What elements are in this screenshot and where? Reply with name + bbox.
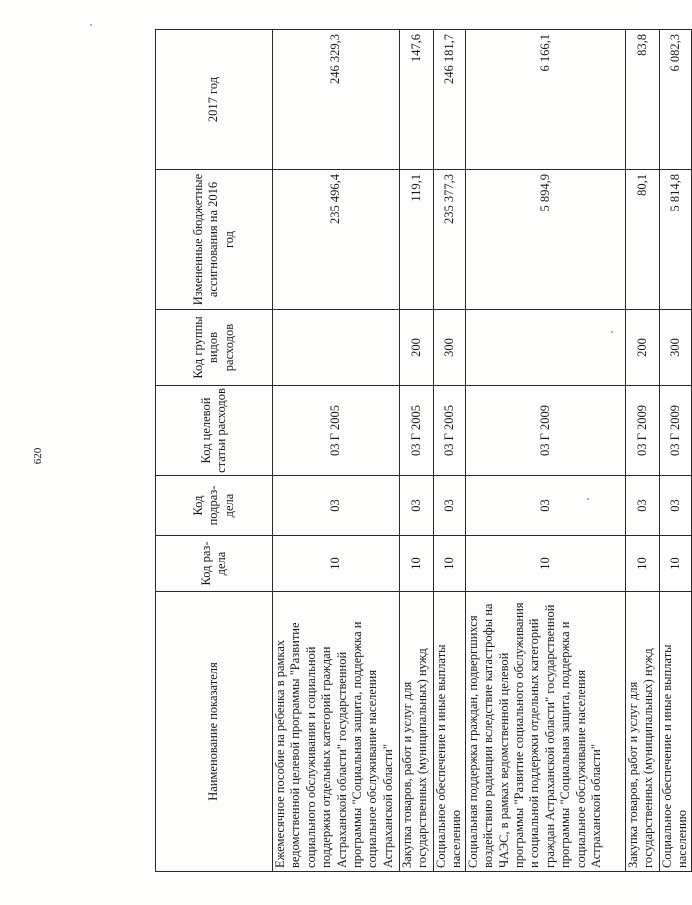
header-podrazdel: Код подраз-дела (156, 476, 273, 536)
header-razdel: Код раз-дела (156, 536, 273, 592)
row-2017: 246 181,7 (434, 30, 466, 170)
row-izm2016: 119,1 (400, 170, 434, 310)
row-vid (465, 310, 625, 386)
row-izm2016: 80,1 (625, 170, 659, 310)
row-podrazdel: 03 (625, 476, 659, 536)
row-2017: 83,8 (625, 30, 659, 170)
row-tselevaya: 03 Г 2005 (400, 386, 434, 476)
row-razdel: 10 (625, 536, 659, 592)
row-razdel: 10 (465, 536, 625, 592)
row-2017: 147,6 (400, 30, 434, 170)
row-izm2016: 235 496,4 (273, 170, 400, 310)
header-2017: 2017 год (156, 30, 273, 170)
row-vid (273, 310, 400, 386)
row-podrazdel: 03 (465, 476, 625, 536)
table-row (400, 30, 434, 872)
row-tselevaya: 03 Г 2009 (465, 386, 625, 476)
row-tselevaya: 03 Г 2009 (659, 386, 691, 476)
table-row (273, 30, 400, 872)
page-number: 620 (32, 447, 44, 465)
table-row (465, 30, 625, 872)
row-name: Закупка товаров, работ и услуг для государственных (муниципальных) нужд (400, 592, 434, 872)
budget-table (155, 29, 692, 872)
row-name: Социальное обеспечение и иные выплаты населению (659, 592, 691, 872)
row-2017: 6 082,3 (659, 30, 691, 170)
row-2017: 6 166,1 (465, 30, 625, 170)
row-izm2016: 5 894,9 (465, 170, 625, 310)
table-row (625, 30, 659, 872)
row-izm2016: 5 814,8 (659, 170, 691, 310)
header-vid: Код группы видов расходов (156, 310, 273, 386)
row-izm2016: 235 377,3 (434, 170, 466, 310)
table-row (434, 30, 466, 872)
row-podrazdel: 03 (400, 476, 434, 536)
row-name: Закупка товаров, работ и услуг для государственных (муниципальных) нужд (625, 592, 659, 872)
header-izm2016: Измененные бюджетные ассигнования на 2016 год (156, 170, 273, 310)
row-2017: 246 329,3 (273, 30, 400, 170)
row-podrazdel: 03 (659, 476, 691, 536)
rotated-table-wrapper (155, 30, 690, 872)
row-razdel: 10 (400, 536, 434, 592)
row-vid: 300 (434, 310, 466, 386)
row-podrazdel: 03 (273, 476, 400, 536)
row-name: Социальное обеспечение и иные выплаты населению (434, 592, 466, 872)
row-name: Социальная поддержка граждан, подвергшихся воздействию радиации вследствие катастрофы на ЧАЭС, в рамках ведомственной целевой программы "Развитие социального обслуживания и социальной поддержки отдельных категорий граждан Астраханской области" государственной программы "Социальная защита, поддержка и социальное обслуживание населения Астраханской области" (465, 592, 625, 872)
row-name: Ежемесячное пособие на ребенка в рамках ведомственной целевой программы "Развитие социального обслуживания и социальной поддержки отдельных категорий граждан Астраханской области" государственной программы "Социальная защита, поддержка и социальное обслуживание населения Астраханской области" (273, 592, 400, 872)
row-vid: 300 (659, 310, 691, 386)
row-tselevaya: 03 Г 2009 (625, 386, 659, 476)
scan-speck (90, 24, 92, 26)
header-tselevaya: Код целевой статьи расходов (156, 386, 273, 476)
header-row (156, 30, 273, 872)
header-name: Наименование показателя (156, 592, 273, 872)
row-podrazdel: 03 (434, 476, 466, 536)
row-razdel: 10 (659, 536, 691, 592)
table-row (659, 30, 691, 872)
row-tselevaya: 03 Г 2005 (434, 386, 466, 476)
row-tselevaya: 03 Г 2005 (273, 386, 400, 476)
row-vid: 200 (625, 310, 659, 386)
row-razdel: 10 (273, 536, 400, 592)
row-vid: 200 (400, 310, 434, 386)
row-razdel: 10 (434, 536, 466, 592)
